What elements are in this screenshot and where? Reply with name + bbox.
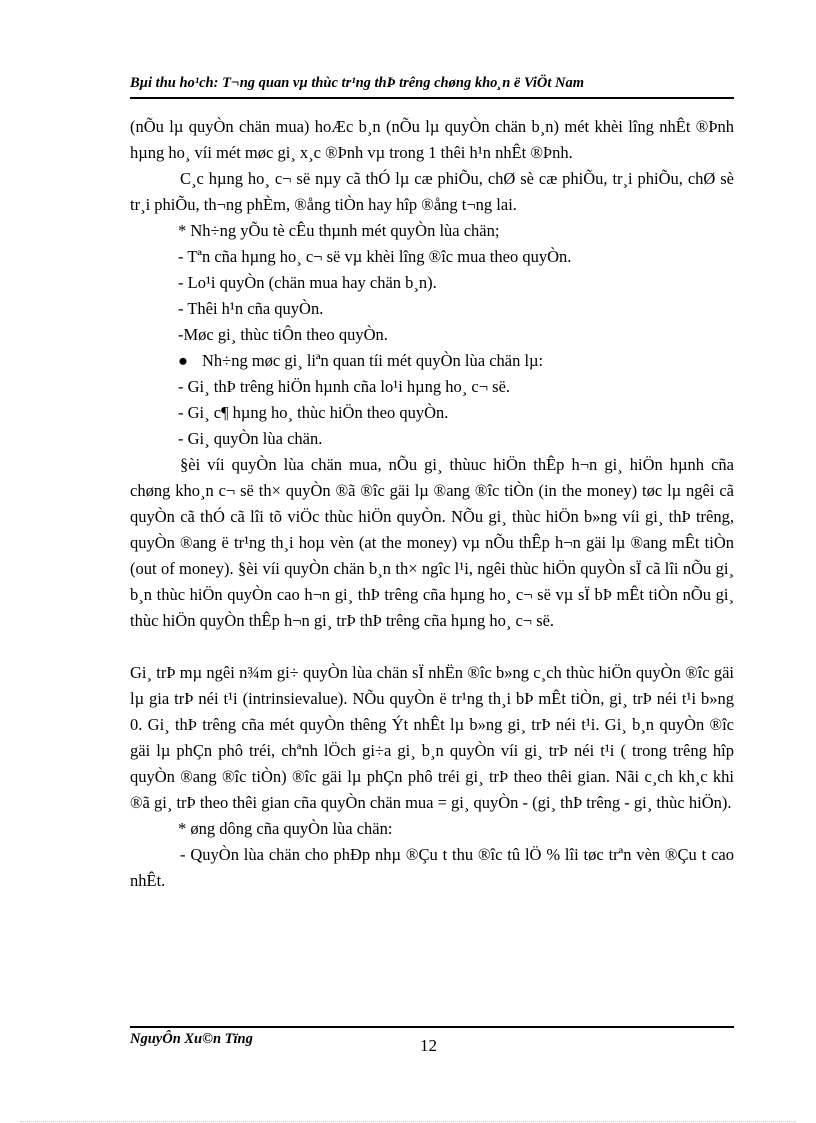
paragraph-gap: [130, 634, 734, 660]
section-heading: * øng dông cña quyÒn lùa chän:: [178, 819, 393, 838]
header-rule: [130, 97, 734, 99]
paragraph: C¸c hµng ho¸ c¬ së nµy cã thÓ lµ cæ phiÕu, chØ sè cæ phiÕu, tr¸i phiÕu, chØ sè tr¸i phiÕu, th¬ng phÈm, ®ång tiÒn hay hîp ®ång t¬ng lai.: [130, 169, 734, 214]
footer-author: NguyÔn Xu©n Tïng: [130, 1031, 253, 1047]
bullet-text: Nh÷ng møc gi¸ liªn quan tíi mét quyÒn lùa chän lµ:: [202, 351, 544, 370]
running-header: Bµi thu ho¹ch: T¬ng quan vµ thùc tr¹ng thÞ trêng chøng kho¸n ë ViÖt Nam: [130, 75, 584, 91]
bullet-icon: ●: [178, 351, 188, 370]
list-item: - Gi¸ thÞ trêng hiÖn hµnh cña lo¹i hµng ho¸ c¬ së.: [178, 377, 511, 396]
bullet-item: [130, 348, 734, 374]
list-item: - Gi¸ c¶ hµng ho¸ thùc hiÖn theo quyÒn.: [178, 403, 449, 422]
paragraph: - QuyÒn lùa chän cho phÐp nhµ ®Çu t thu ®îc tû lÖ % lîi tøc trªn vèn ®Çu t cao nhÊt.: [130, 845, 734, 890]
footer-rule: [130, 1026, 734, 1028]
list-item: - Gi¸ quyÒn lùa chän.: [178, 429, 323, 448]
list-item: - Tªn cña hµng ho¸ c¬ së vµ khèi lîng ®îc mua theo quyÒn.: [178, 247, 572, 266]
section-heading: * Nh÷ng yÕu tè cÊu thµnh mét quyÒn lùa chän;: [178, 221, 500, 240]
page-bottom-border: [20, 1121, 796, 1122]
paragraph: Gi¸ trÞ mµ ngêi n¾m gi÷ quyÒn lùa chän sÏ nhËn ®îc b»ng c¸ch thùc hiÖn quyÒn ®îc gäi lµ gia trÞ néi t¹i (intrinsievalue). NÕu quyÒn ë tr¹ng th¸i bÞ mÊt tiÒn, gi¸ trÞ néi t¹i b»ng 0. Gi¸ thÞ trêng cña mét quyÒn thêng Ýt nhÊt lµ b»ng gi¸ trÞ néi t¹i. Gi¸ b¸n quyÒn ®îc gäi lµ phÇn phô tréi, chªnh lÖch gi÷a gi¸ b¸n quyÒn víi gi¸ trÞ néi t¹i ( trong trêng hîp quyÒn ®ang ®îc tiÒn) ®îc gäi lµ phÇn phô tréi gi¸ trÞ theo thêi gian. Nãi c¸ch kh¸c khi ®ã gi¸ trÞ theo thêi gian cña quyÒn chän mua = gi¸ quyÒn - (gi¸ thÞ trêng - gi¸ thùc hiÖn).: [130, 663, 734, 812]
paragraph: §èi víi quyÒn lùa chän mua, nÕu gi¸ thùuc hiÖn thÊp h¬n gi¸ hiÖn hµnh cña chøng kho¸n c¬ së th× quyÒn ®ã ®îc gäi lµ ®ang ®îc tiÒn (in the money) tøc lµ ngêi cã quyÒn cã thÓ cã lîi tõ viÖc thùc hiÖn quyÒn. NÕu gi¸ thùc hiÖn b»ng víi gi¸ thÞ trêng, quyÒn ®ang ë tr¹ng th¸i hoµ vèn (at the money) vµ nÕu thÊp h¬n gäi lµ ®ang mÊt tiÒn (out of money). §èi víi quyÒn chän b¸n th× ngîc l¹i, ngêi thùc hiÖn quyÒn sÏ cã lîi nÕu gi¸ b¸n thùc hiÖn quyÒn cao h¬n gi¸ thÞ trêng cña hµng ho¸ c¬ së vµ sÏ bÞ mÊt tiÒn nÕu gi¸ thùc hiÖn quyÒn thÊp h¬n gi¸ trÞ thÞ trêng cña hµng ho¸ c¬ së.: [130, 455, 734, 630]
list-item: - Thêi h¹n cña quyÒn.: [178, 299, 324, 318]
paragraph: (nÕu lµ quyÒn chän mua) hoÆc b¸n (nÕu lµ quyÒn chän b¸n) mét khèi lîng nhÊt ®Þnh hµng ho¸ víi mét møc gi¸ x¸c ®Þnh vµ trong 1 thêi h¹n nhÊt ®Þnh.: [130, 117, 734, 162]
body-text: [130, 114, 734, 894]
list-item: -Møc gi¸ thùc tiÔn theo quyÒn.: [178, 325, 388, 344]
list-item: - Lo¹i quyÒn (chän mua hay chän b¸n).: [178, 273, 437, 292]
page-number: 12: [420, 1036, 437, 1055]
